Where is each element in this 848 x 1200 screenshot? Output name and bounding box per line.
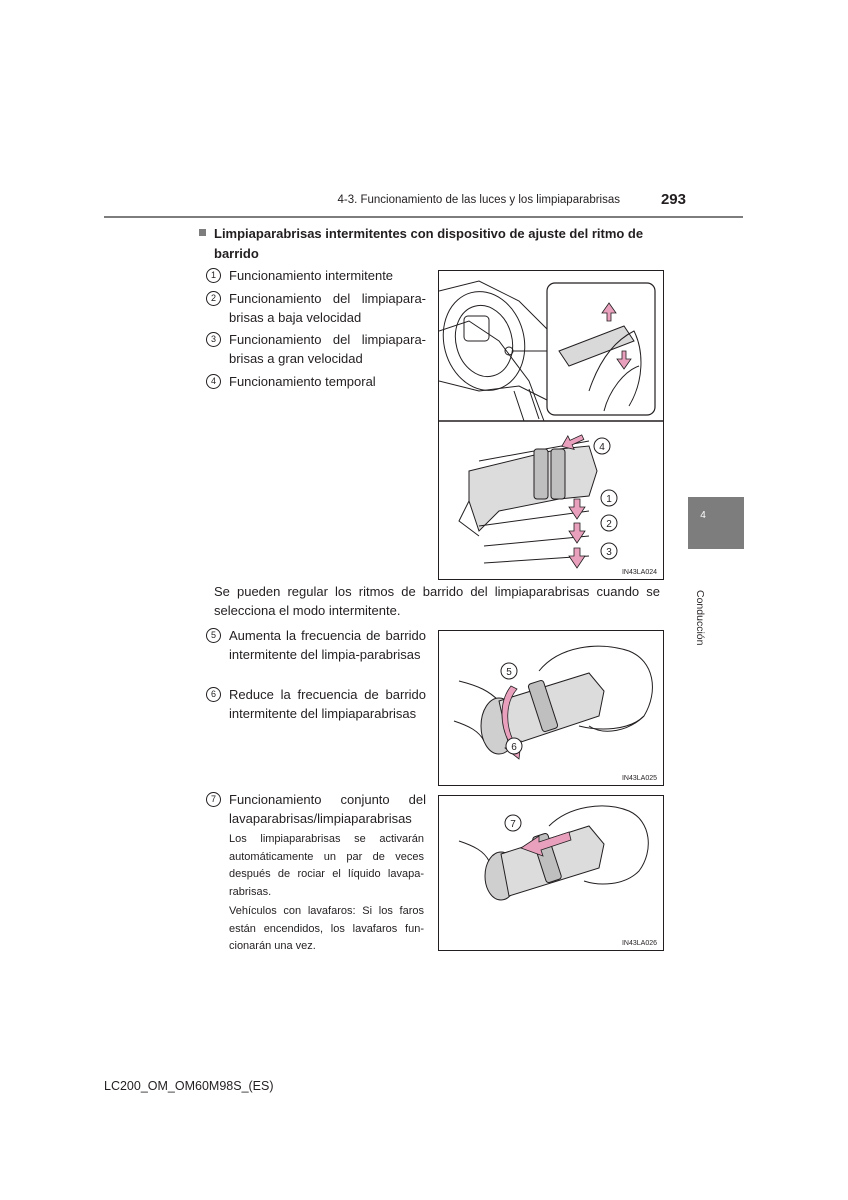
figure-washer-operation: [438, 795, 664, 951]
circled-number: 3: [206, 332, 221, 347]
figure-3-illustration: [439, 796, 663, 950]
list-item-text: Funcionamiento conjunto del lavaparabrisas/limpiaparabrisas: [229, 792, 426, 826]
circled-number: 1: [206, 268, 221, 283]
note-text: Los limpiaparabrisas se activarán automáticamente un par de veces después de rociar el líquido lavapa-rabrisas.: [229, 833, 424, 898]
body-paragraph: Se pueden regular los ritmos de barrido del limpiaparabrisas cuando se selecciona el modo intermitente.: [214, 584, 660, 618]
figure-1-callout: 4: [599, 442, 605, 453]
note-text: Vehículos con lavafaros: Si los faros están encendidos, los lavafaros fun-cionarán una vez.: [229, 905, 424, 952]
section-bullet-square: [199, 229, 206, 236]
figure-2-callout: 5: [506, 667, 512, 678]
figure-1-illustration: [439, 271, 663, 579]
figure-2-illustration: [439, 631, 663, 785]
list-item-text: Funcionamiento temporal: [229, 374, 376, 389]
figure-1-callout: 3: [606, 547, 612, 558]
list-item: [206, 790, 426, 828]
figure-code: IN43LA026: [621, 940, 657, 947]
figure-2-callout: 6: [511, 742, 517, 753]
circled-number: 2: [206, 291, 221, 306]
circled-number: 6: [206, 687, 221, 702]
figure-wiper-lever-overview: [438, 270, 664, 580]
chapter-tab-number: 4: [700, 510, 706, 521]
figure-code: IN43LA025: [621, 775, 657, 782]
list-item: [206, 266, 426, 285]
list-item: [206, 289, 426, 327]
figure-1-callout: 1: [606, 494, 612, 505]
circled-number: 5: [206, 628, 221, 643]
chapter-tab-label: Conducción: [694, 590, 706, 646]
running-header-section: 4-3. Funcionamiento de las luces y los limpiaparabrisas: [337, 194, 620, 206]
list-item-text: Funcionamiento del limpiapara-brisas a gran velocidad: [229, 332, 426, 366]
section-heading: Limpiaparabrisas intermitentes con dispositivo de ajuste del ritmo de barrido: [214, 226, 644, 261]
page-number: 293: [660, 191, 686, 208]
list-item-text: Aumenta la frecuencia de barrido intermitente del limpia-parabrisas: [229, 628, 426, 662]
list-item-text: Funcionamiento del limpiapara-brisas a baja velocidad: [229, 291, 426, 325]
list-item: [206, 685, 426, 723]
chapter-tab: [688, 497, 744, 549]
list-item-text: Funcionamiento intermitente: [229, 268, 394, 283]
figure-3-callout: 7: [510, 819, 516, 830]
figure-1-callout: 2: [606, 519, 612, 530]
circled-number: 7: [206, 792, 221, 807]
list-item: [206, 372, 426, 391]
figure-wiper-frequency-ring: [438, 630, 664, 786]
figure-code: IN43LA024: [621, 569, 657, 576]
circled-number: 4: [206, 374, 221, 389]
list-item: [206, 330, 426, 368]
header-rule: [104, 216, 743, 218]
list-item-text: Reduce la frecuencia de barrido intermitente del limpiaparabrisas: [229, 687, 426, 721]
list-item: [206, 626, 426, 664]
footer-document-code: LC200_OM_OM60M98S_(ES): [104, 1079, 274, 1093]
